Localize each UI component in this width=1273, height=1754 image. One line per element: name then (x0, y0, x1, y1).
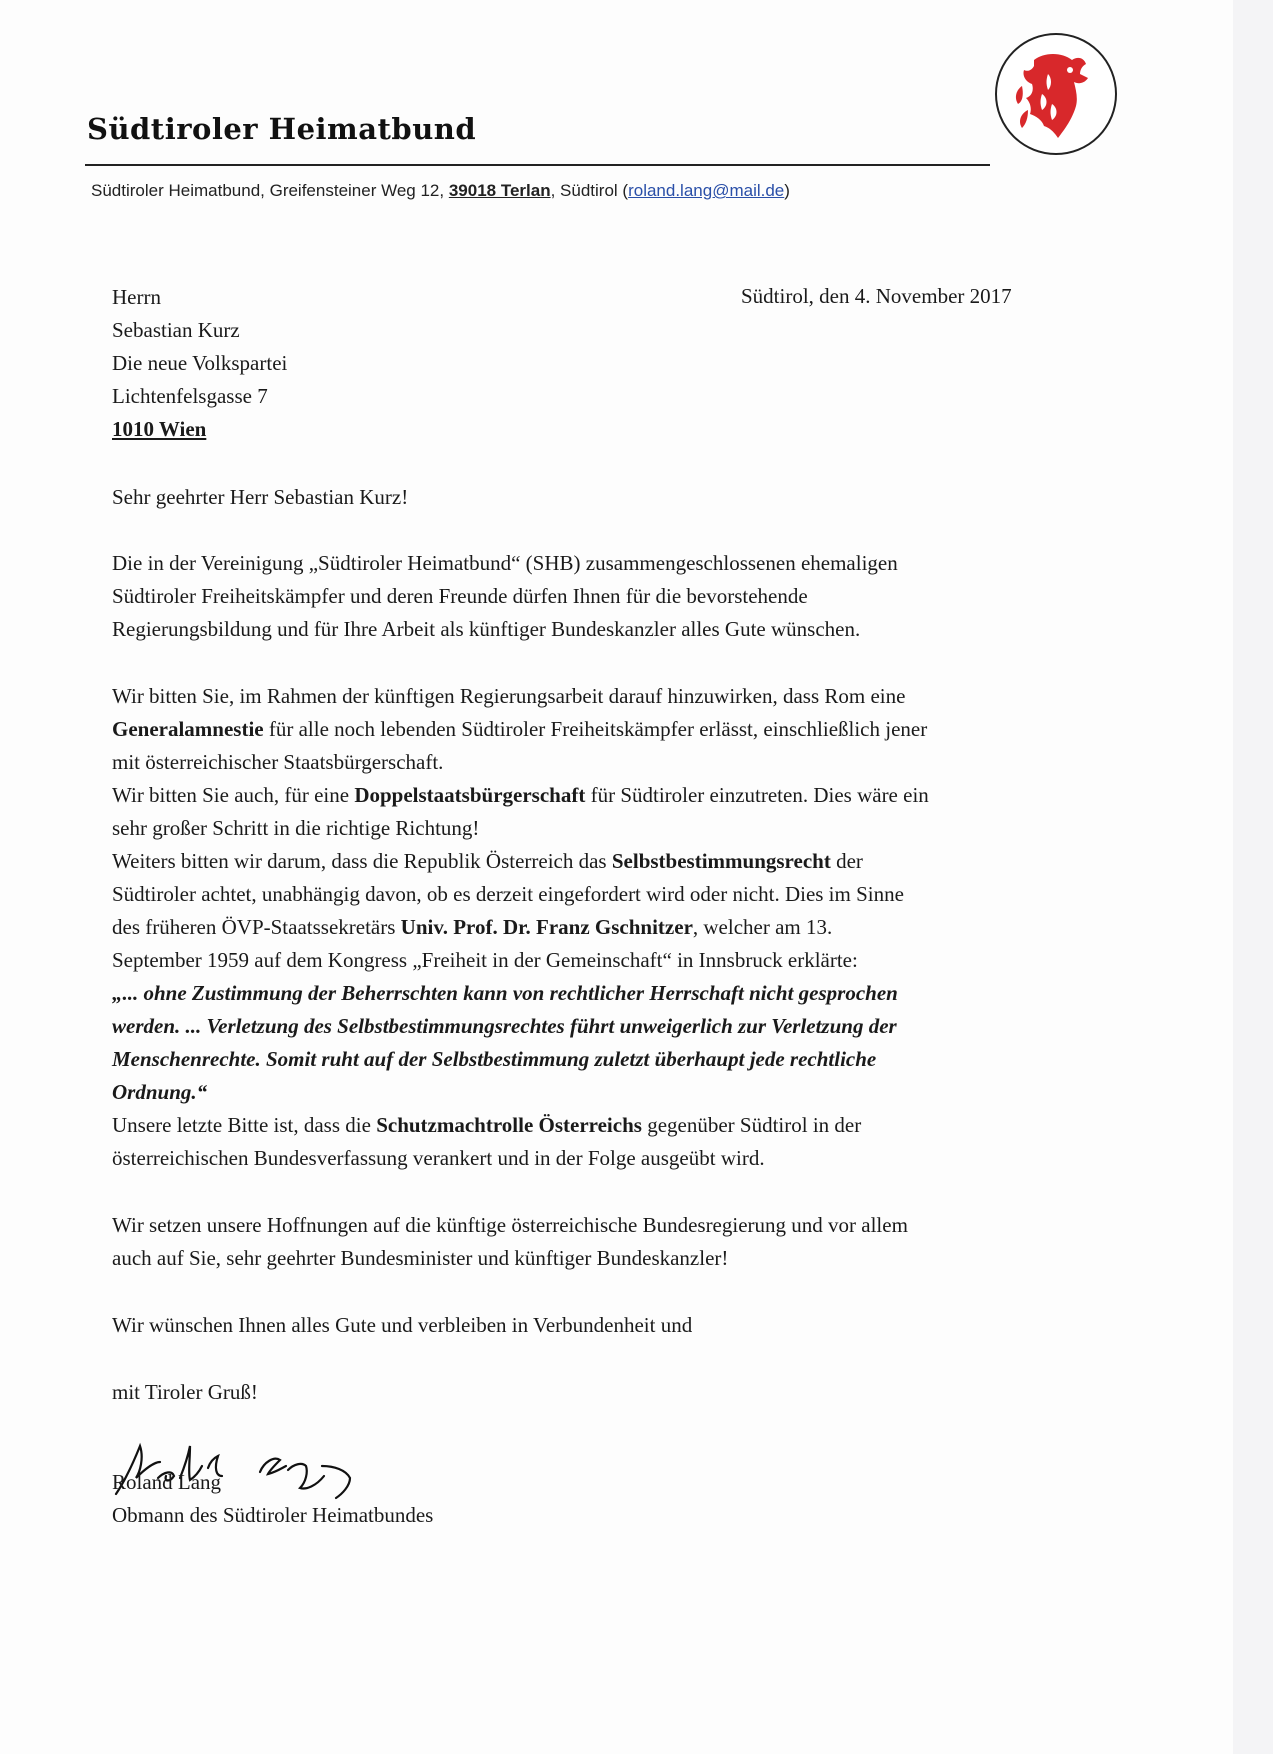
para1-line: Regierungsbildung und für Ihre Arbeit als künftiger Bundeskanzler alles Gute wünschen. (112, 617, 861, 641)
para2-line: mit österreichischer Staatsbürgerschaft. (112, 750, 444, 774)
bold-term: Schutzmachtrolle Österreichs (376, 1113, 642, 1137)
para2-line: Südtiroler achtet, unabhängig davon, ob es derzeit eingefordert wird oder nicht. Dies im Sinne (112, 882, 904, 906)
quote-line: „... ohne Zustimmung der Beherrschten kann von rechtlicher Herrschaft nicht gesprochen (112, 981, 898, 1005)
quote-line: Menschenrechte. Somit ruht auf der Selbstbestimmung zuletzt überhaupt jede rechtliche (112, 1047, 877, 1071)
paragraph-3 (112, 1209, 908, 1275)
signature-block (112, 1466, 433, 1532)
header-rule (85, 164, 990, 166)
paragraph-2 (112, 680, 929, 1175)
recipient-name: Sebastian Kurz (112, 318, 240, 342)
recipient-line1: Herrn (112, 285, 161, 309)
closing: mit Tiroler Gruß! (112, 1380, 258, 1404)
quote-line: werden. ... Verletzung des Selbstbestimmungsrechtes führt unweigerlich zur Verletzung der (112, 1014, 897, 1038)
letter-date: Südtirol, den 4. November 2017 (741, 284, 1012, 308)
bold-term: Doppelstaatsbürgerschaft (354, 783, 586, 807)
para2-line: sehr großer Schritt in die richtige Richtung! (112, 816, 480, 840)
para1-line: Südtiroler Freiheitskämpfer und deren Freunde dürfen Ihnen für die bevorstehende (112, 584, 808, 608)
para2-line: Generalamnestie für alle noch lebenden Südtiroler Freiheitskämpfer erlässt, einschließlich jener (112, 717, 928, 741)
para2-line: des früheren ÖVP-Staatssekretärs Univ. Prof. Dr. Franz Gschnitzer, welcher am 13. (112, 915, 833, 939)
para2-line: Wir bitten Sie auch, für eine Doppelstaatsbürgerschaft für Südtiroler einzutreten. Dies wäre ein (112, 783, 929, 807)
para2-line: Unsere letzte Bitte ist, dass die Schutzmachtrolle Österreichs gegenüber Südtirol in der (112, 1113, 862, 1137)
sender-close: ) (784, 181, 790, 200)
bold-term: Univ. Prof. Dr. Franz Gschnitzer (400, 915, 693, 939)
para1-line: Die in der Vereinigung „Südtiroler Heimatbund“ (SHB) zusammengeschlossenen ehemaligen (112, 551, 898, 575)
para2-line: Weiters bitten wir darum, dass die Republik Österreich das Selbstbestimmungsrecht der (112, 849, 863, 873)
recipient-city: 1010 Wien (112, 417, 207, 441)
para3-line: auch auf Sie, sehr geehrter Bundesminister und künftiger Bundeskanzler! (112, 1246, 729, 1270)
sender-email-link[interactable]: roland.lang@mail.de (628, 181, 785, 200)
bold-term: Generalamnestie (112, 717, 264, 741)
sender-suffix: , Südtirol ( (550, 181, 629, 200)
bold-term: Selbstbestimmungsrecht (611, 849, 831, 873)
para2-line: österreichischen Bundesverfassung verankert und in der Folge ausgeübt wird. (112, 1146, 765, 1170)
recipient-street: Lichtenfelsgasse 7 (112, 384, 268, 408)
sender-address-line (91, 181, 790, 201)
red-eagle-crest-icon (992, 30, 1120, 158)
letterhead-brand: Südtiroler Heimatbund (87, 112, 477, 146)
paragraph-1 (112, 547, 898, 646)
salutation: Sehr geehrter Herr Sebastian Kurz! (112, 485, 409, 509)
para2-line: Wir bitten Sie, im Rahmen der künftigen Regierungsarbeit darauf hinzuwirken, dass Rom eine (112, 684, 906, 708)
sender-city: 39018 Terlan (448, 181, 551, 200)
sender-prefix: Südtiroler Heimatbund, Greifensteiner Weg 12, (91, 181, 445, 200)
signatory-name: Roland Lang (112, 1470, 222, 1494)
signatory-title: Obmann des Südtiroler Heimatbundes (112, 1503, 434, 1527)
recipient-address (112, 281, 287, 446)
recipient-organisation: Die neue Volkspartei (112, 351, 288, 375)
quote-line: Ordnung.“ (112, 1080, 208, 1104)
para2-line: September 1959 auf dem Kongress „Freiheit in der Gemeinschaft“ in Innsbruck erklärte: (112, 948, 858, 972)
para3-line: Wir setzen unsere Hoffnungen auf die künftige österreichische Bundesregierung und vor allem (112, 1213, 908, 1237)
paragraph-4: Wir wünschen Ihnen alles Gute und verbleiben in Verbundenheit und (112, 1313, 693, 1337)
